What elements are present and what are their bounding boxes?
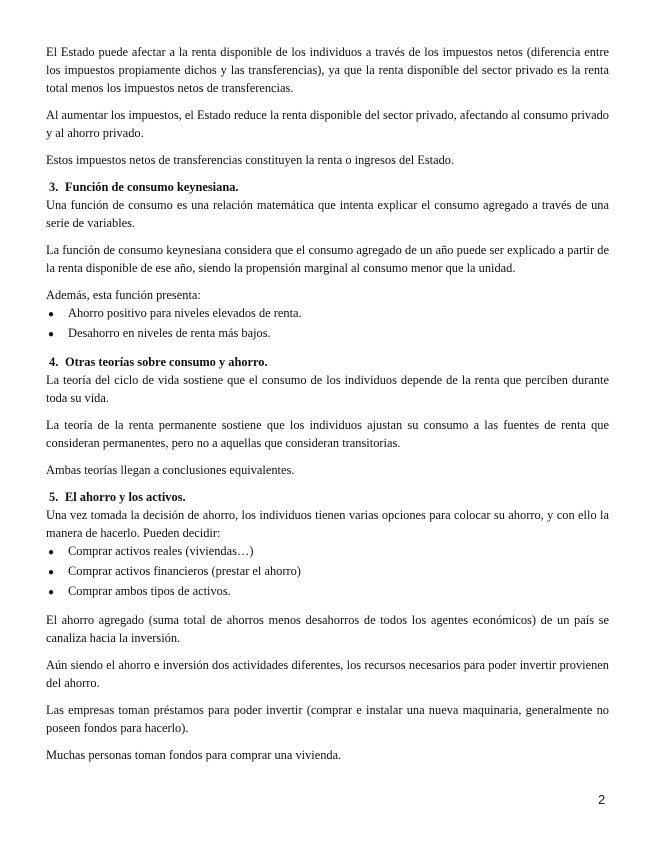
paragraph: El Estado puede afectar a la renta disponible de los individuos a través de los impuestos netos (diferencia entre los impuestos propiamente dichos y las transferencias), ya que la renta disponible del sector privado es la renta total menos los impuestos netos de transferencias. <box>46 45 609 95</box>
document-page <box>46 43 609 773</box>
page-number: 2 <box>598 792 606 807</box>
paragraph: Estos impuestos netos de transferencias constituyen la renta o ingresos del Estado. <box>46 153 455 167</box>
bullet-list <box>46 542 609 602</box>
bullet-icon: ● <box>48 309 55 320</box>
section-number: 5. <box>49 490 59 504</box>
paragraph: Una función de consumo es una relación matemática que intenta explicar el consumo agregado a través de una serie de variables. <box>46 198 609 230</box>
paragraph: Muchas personas toman fondos para comprar una vivienda. <box>46 748 342 762</box>
bullet-icon: ● <box>48 547 55 558</box>
paragraph: Aún siendo el ahorro e inversión dos actividades diferentes, los recursos necesarios para poder invertir provienen del ahorro. <box>46 658 609 690</box>
section-title: El ahorro y los activos. <box>65 490 186 504</box>
list-item-text: Ahorro positivo para niveles elevados de renta. <box>68 306 302 320</box>
list-item <box>46 542 609 562</box>
paragraph: La función de consumo keynesiana considera que el consumo agregado de un año puede ser explicado a partir de la renta disponible de ese año, siendo la propensión marginal al consumo menor que la unidad. <box>46 243 609 275</box>
section-title: Otras teorías sobre consumo y ahorro. <box>65 355 268 369</box>
list-intro: Además, esta función presenta: <box>46 288 201 302</box>
section-heading-4 <box>46 353 609 371</box>
paragraph: La teoría de la renta permanente sostiene que los individuos ajustan su consumo a las fuentes de renta que consideran permanentes, pero no a aquellas que consideran transitorias. <box>46 418 609 450</box>
list-item-text: Comprar ambos tipos de activos. <box>68 584 231 598</box>
list-item <box>46 582 609 602</box>
section-number: 3. <box>49 180 59 194</box>
bullet-icon: ● <box>48 329 55 340</box>
section-heading-3 <box>46 178 609 196</box>
paragraph: Ambas teorías llegan a conclusiones equivalentes. <box>46 463 295 477</box>
bullet-icon: ● <box>48 567 55 578</box>
paragraph: Las empresas toman préstamos para poder invertir (comprar e instalar una nueva maquinaria, generalmente no poseen fondos para hacerlo). <box>46 703 609 735</box>
bullet-list <box>46 304 609 344</box>
list-item-text: Desahorro en niveles de renta más bajos. <box>68 326 271 340</box>
paragraph: El ahorro agregado (suma total de ahorros menos desahorros de todos los agentes económicos) de un país se canaliza hacia la inversión. <box>46 613 609 645</box>
list-item <box>46 324 609 344</box>
list-item <box>46 562 609 582</box>
list-item-text: Comprar activos financieros (prestar el ahorro) <box>68 564 301 578</box>
section-heading-5 <box>46 488 609 506</box>
paragraph: La teoría del ciclo de vida sostiene que el consumo de los individuos depende de la renta que perciben durante toda su vida. <box>46 373 609 405</box>
list-item <box>46 304 609 324</box>
section-title: Función de consumo keynesiana. <box>65 180 239 194</box>
list-item-text: Comprar activos reales (viviendas…) <box>68 544 254 558</box>
paragraph: Al aumentar los impuestos, el Estado reduce la renta disponible del sector privado, afectando al consumo privado y al ahorro privado. <box>46 108 609 140</box>
paragraph: Una vez tomada la decisión de ahorro, los individuos tienen varias opciones para colocar su ahorro, y con ello la manera de hacerlo. Pueden decidir: <box>46 508 609 540</box>
section-number: 4. <box>49 355 59 369</box>
bullet-icon: ● <box>48 587 55 598</box>
